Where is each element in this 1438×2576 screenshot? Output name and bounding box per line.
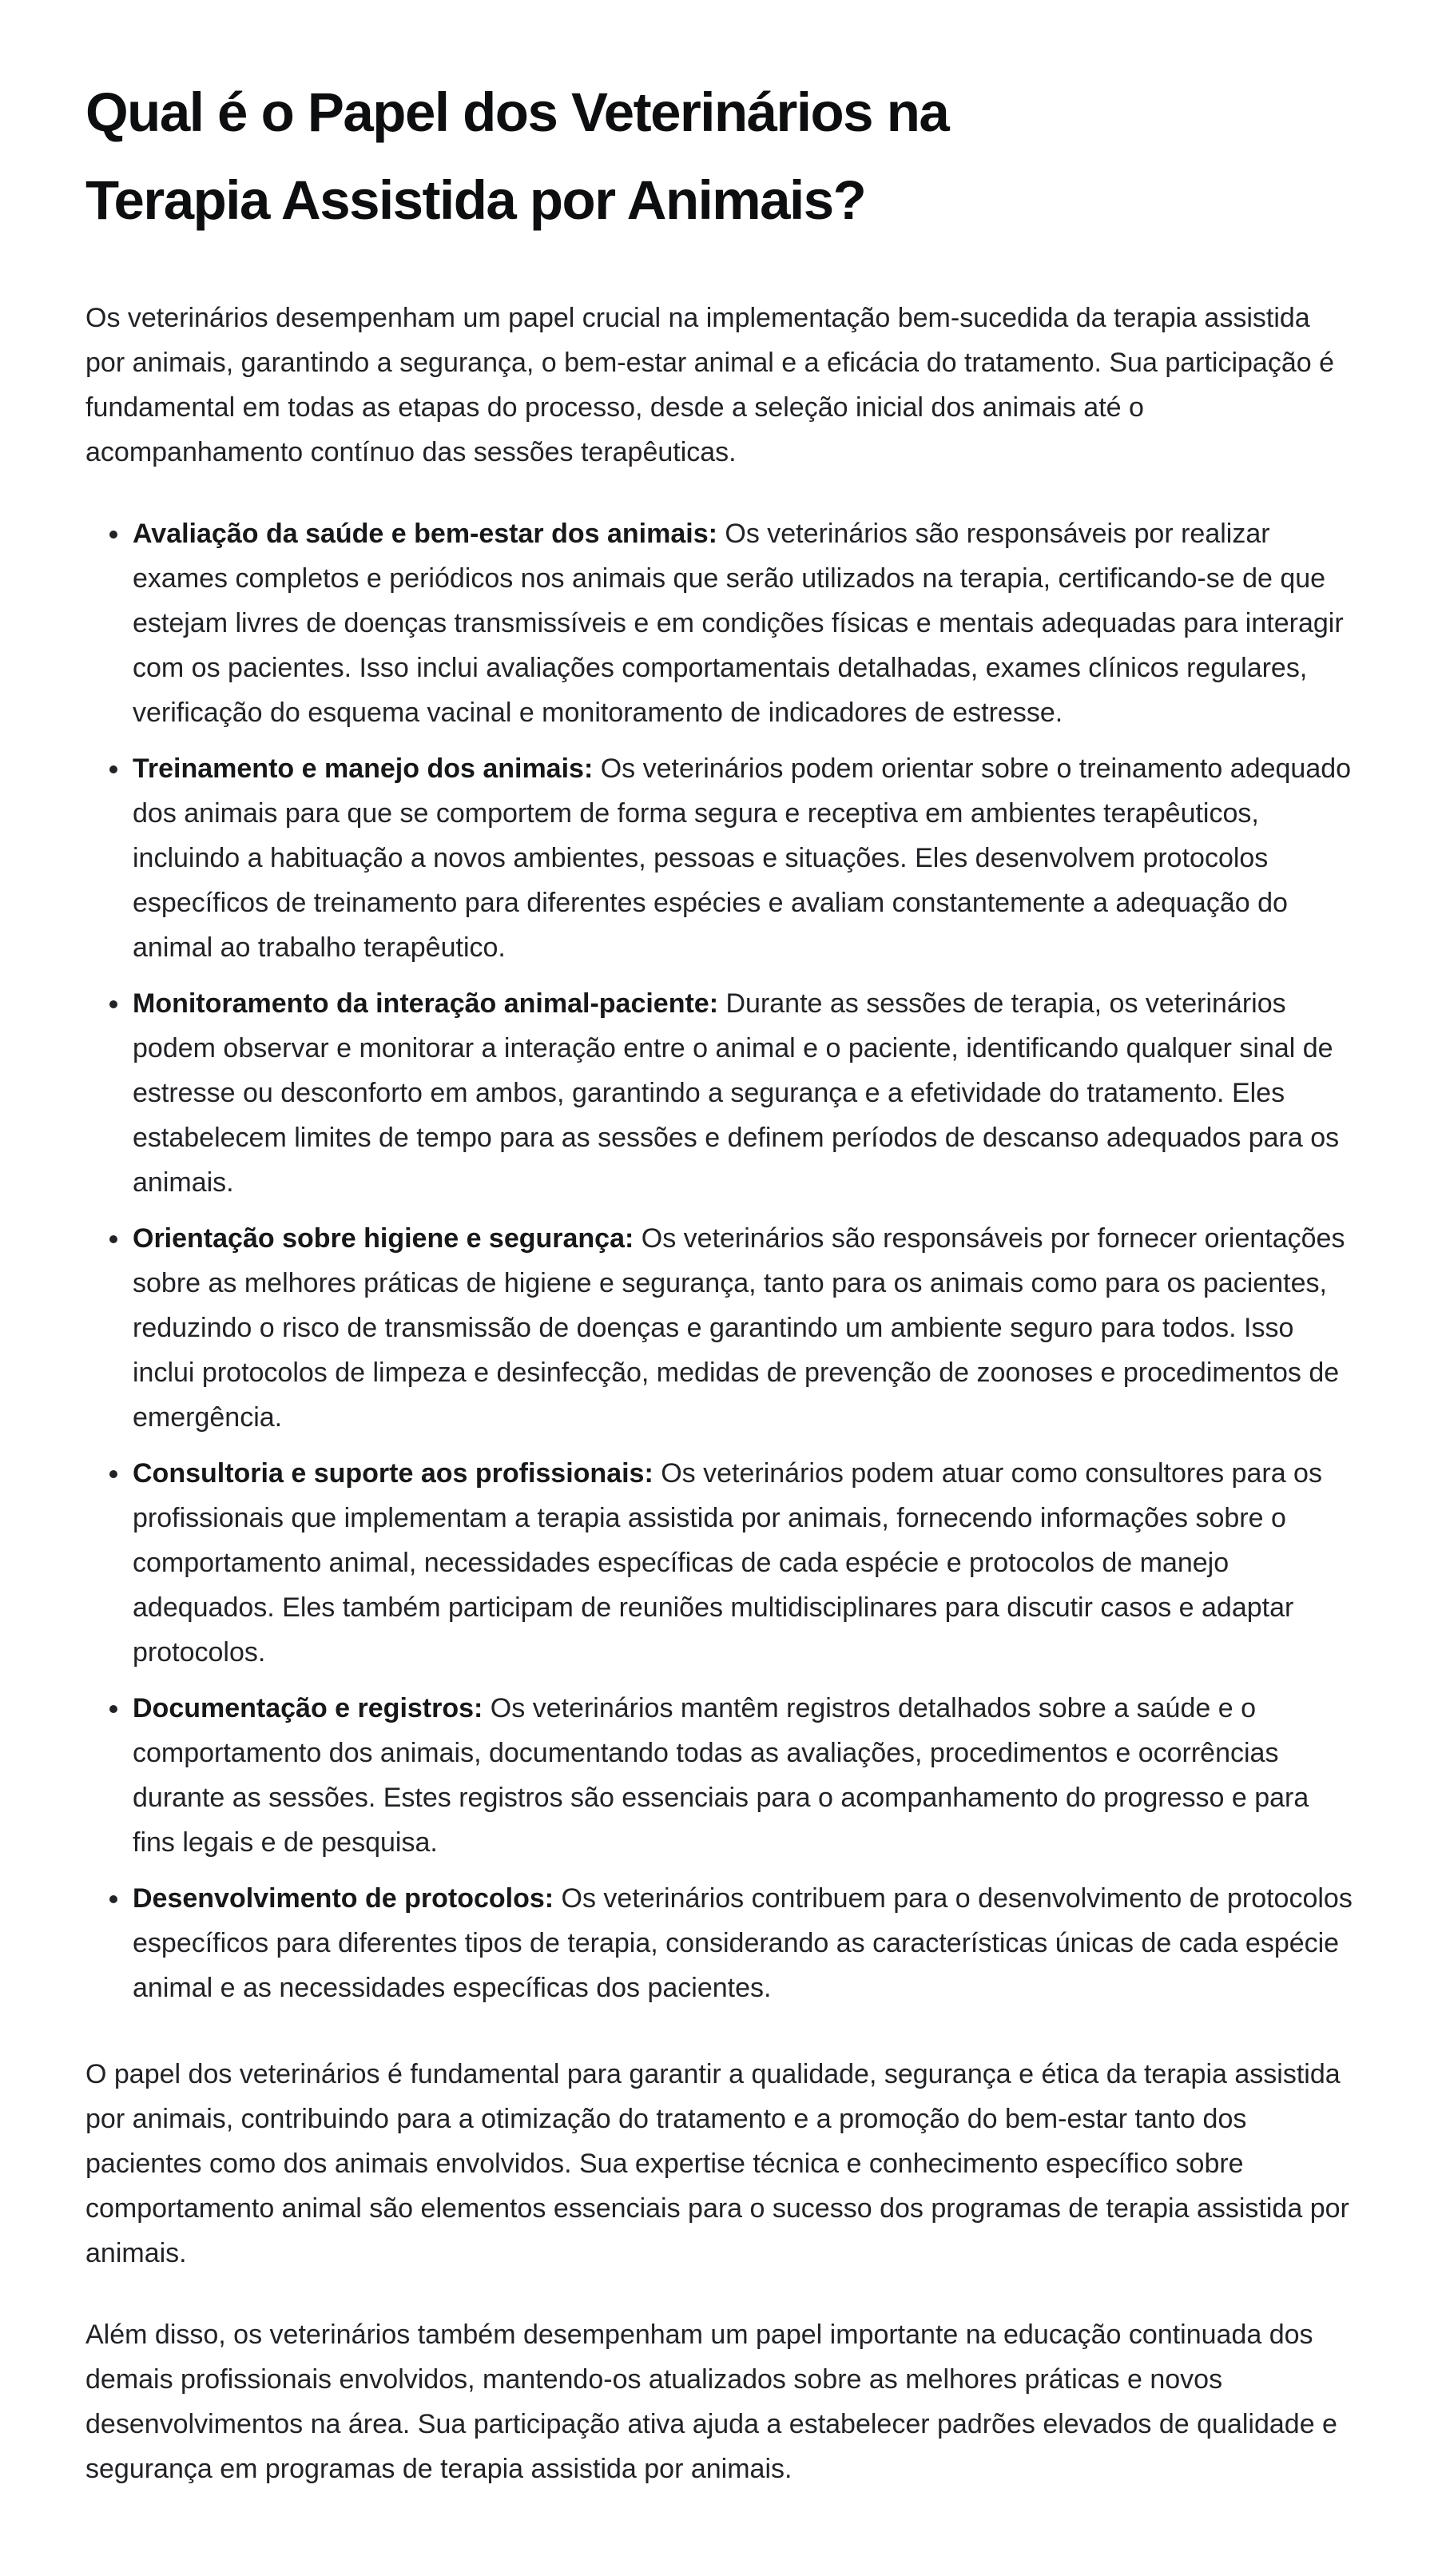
list-item <box>131 746 1353 970</box>
closing-paragraph-2: Além disso, os veterinários também desempenham um papel importante na educação continuada dos demais profissionais envolvidos, mantendo-os atualizados sobre as melhores práticas e novos desenvolvimentos na área. Sua participação ativa ajuda a estabelecer padrões elevados de qualidade e segurança em programas de terapia assistida por animais. <box>85 2320 1337 2484</box>
list-item-term: Desenvolvimento de protocolos: <box>133 1883 554 1914</box>
list-item-description: Os veterinários são responsáveis por fornecer orientações sobre as melhores práticas de higiene e segurança, tanto para os animais como para os pacientes, reduzindo o risco de transmissão de doenças e garantindo um ambiente seguro para todos. Isso inclui protocolos de limpeza e desinfecção, medidas de prevenção de zoonoses e procedimentos de emergência. <box>133 1223 1345 1433</box>
list-item-term: Documentação e registros: <box>133 1693 483 1723</box>
list-item-term: Avaliação da saúde e bem-estar dos animais: <box>133 519 717 549</box>
list-item <box>131 981 1353 1205</box>
list-item-description: Os veterinários podem orientar sobre o treinamento adequado dos animais para que se comportem de forma segura e receptiva em ambientes terapêuticos, incluindo a habituação a novos ambientes, pessoas e situações. Eles desenvolvem protocolos específicos de treinamento para diferentes espécies e avaliam constantemente a adequação do animal ao trabalho terapêutico. <box>133 753 1352 963</box>
closing-paragraph-1: O papel dos veterinários é fundamental para garantir a qualidade, segurança e ética da terapia assistida por animais, contribuindo para a otimização do tratamento e a promoção do bem-estar tanto dos pacientes como dos animais envolvidos. Sua expertise técnica e conhecimento específico sobre comportamento animal são elementos essenciais para o sucesso dos programas de terapia assistida por animais. <box>85 2059 1349 2268</box>
list-item-description: Os veterinários contribuem para o desenvolvimento de protocolos específicos para diferentes tipos de terapia, considerando as características únicas de cada espécie animal e as necessidades específicas dos pacientes. <box>133 1883 1353 2003</box>
page-title-line-1: Qual é o Papel dos Veterinários na <box>85 81 949 143</box>
list-item <box>131 1686 1353 1865</box>
list-item <box>131 1451 1353 1675</box>
page-title-line-2: Terapia Assistida por Animais? <box>85 169 866 231</box>
list-item-term: Treinamento e manejo dos animais: <box>133 753 594 784</box>
list-item-term: Orientação sobre higiene e segurança: <box>133 1223 634 1254</box>
list-item-term: Consultoria e suporte aos profissionais: <box>133 1458 653 1489</box>
responsibilities-list <box>85 511 1353 2010</box>
list-item-term: Monitoramento da interação animal-paciente: <box>133 988 719 1019</box>
list-item-description: Os veterinários mantêm registros detalhados sobre a saúde e o comportamento dos animais, documentando todas as avaliações, procedimentos e ocorrências durante as sessões. Estes registros são essenciais para o acompanhamento do progresso e para fins legais e de pesquisa. <box>133 1693 1309 1858</box>
intro-paragraph: Os veterinários desempenham um papel crucial na implementação bem-sucedida da terapia assistida por animais, garantindo a segurança, o bem-estar animal e a eficácia do tratamento. Sua participação é fundamental em todas as etapas do processo, desde a seleção inicial dos animais até o acompanhamento contínuo das sessões terapêuticas. <box>85 303 1335 467</box>
page-title <box>85 69 1353 244</box>
list-item-description: Os veterinários podem atuar como consultores para os profissionais que implementam a terapia assistida por animais, fornecendo informações sobre o comportamento animal, necessidades específicas de cada espécie e protocolos de manejo adequados. Eles também participam de reuniões multidisciplinares para discutir casos e adaptar protocolos. <box>133 1458 1322 1668</box>
list-item-description: Os veterinários são responsáveis por realizar exames completos e periódicos nos animais que serão utilizados na terapia, certificando-se de que estejam livres de doenças transmissíveis e em condições físicas e mentais adequadas para interagir com os pacientes. Isso inclui avaliações comportamentais detalhadas, exames clínicos regulares, verificação do esquema vacinal e monitoramento de indicadores de estresse. <box>133 519 1344 728</box>
list-item <box>131 1216 1353 1440</box>
list-item-description: Durante as sessões de terapia, os veterinários podem observar e monitorar a interação entre o animal e o paciente, identificando qualquer sinal de estresse ou desconforto em ambos, garantindo a segurança e a efetividade do tratamento. Eles estabelecem limites de tempo para as sessões e definem períodos de descanso adequados para os animais. <box>133 988 1340 1198</box>
list-item <box>131 1876 1353 2010</box>
list-item <box>131 511 1353 735</box>
